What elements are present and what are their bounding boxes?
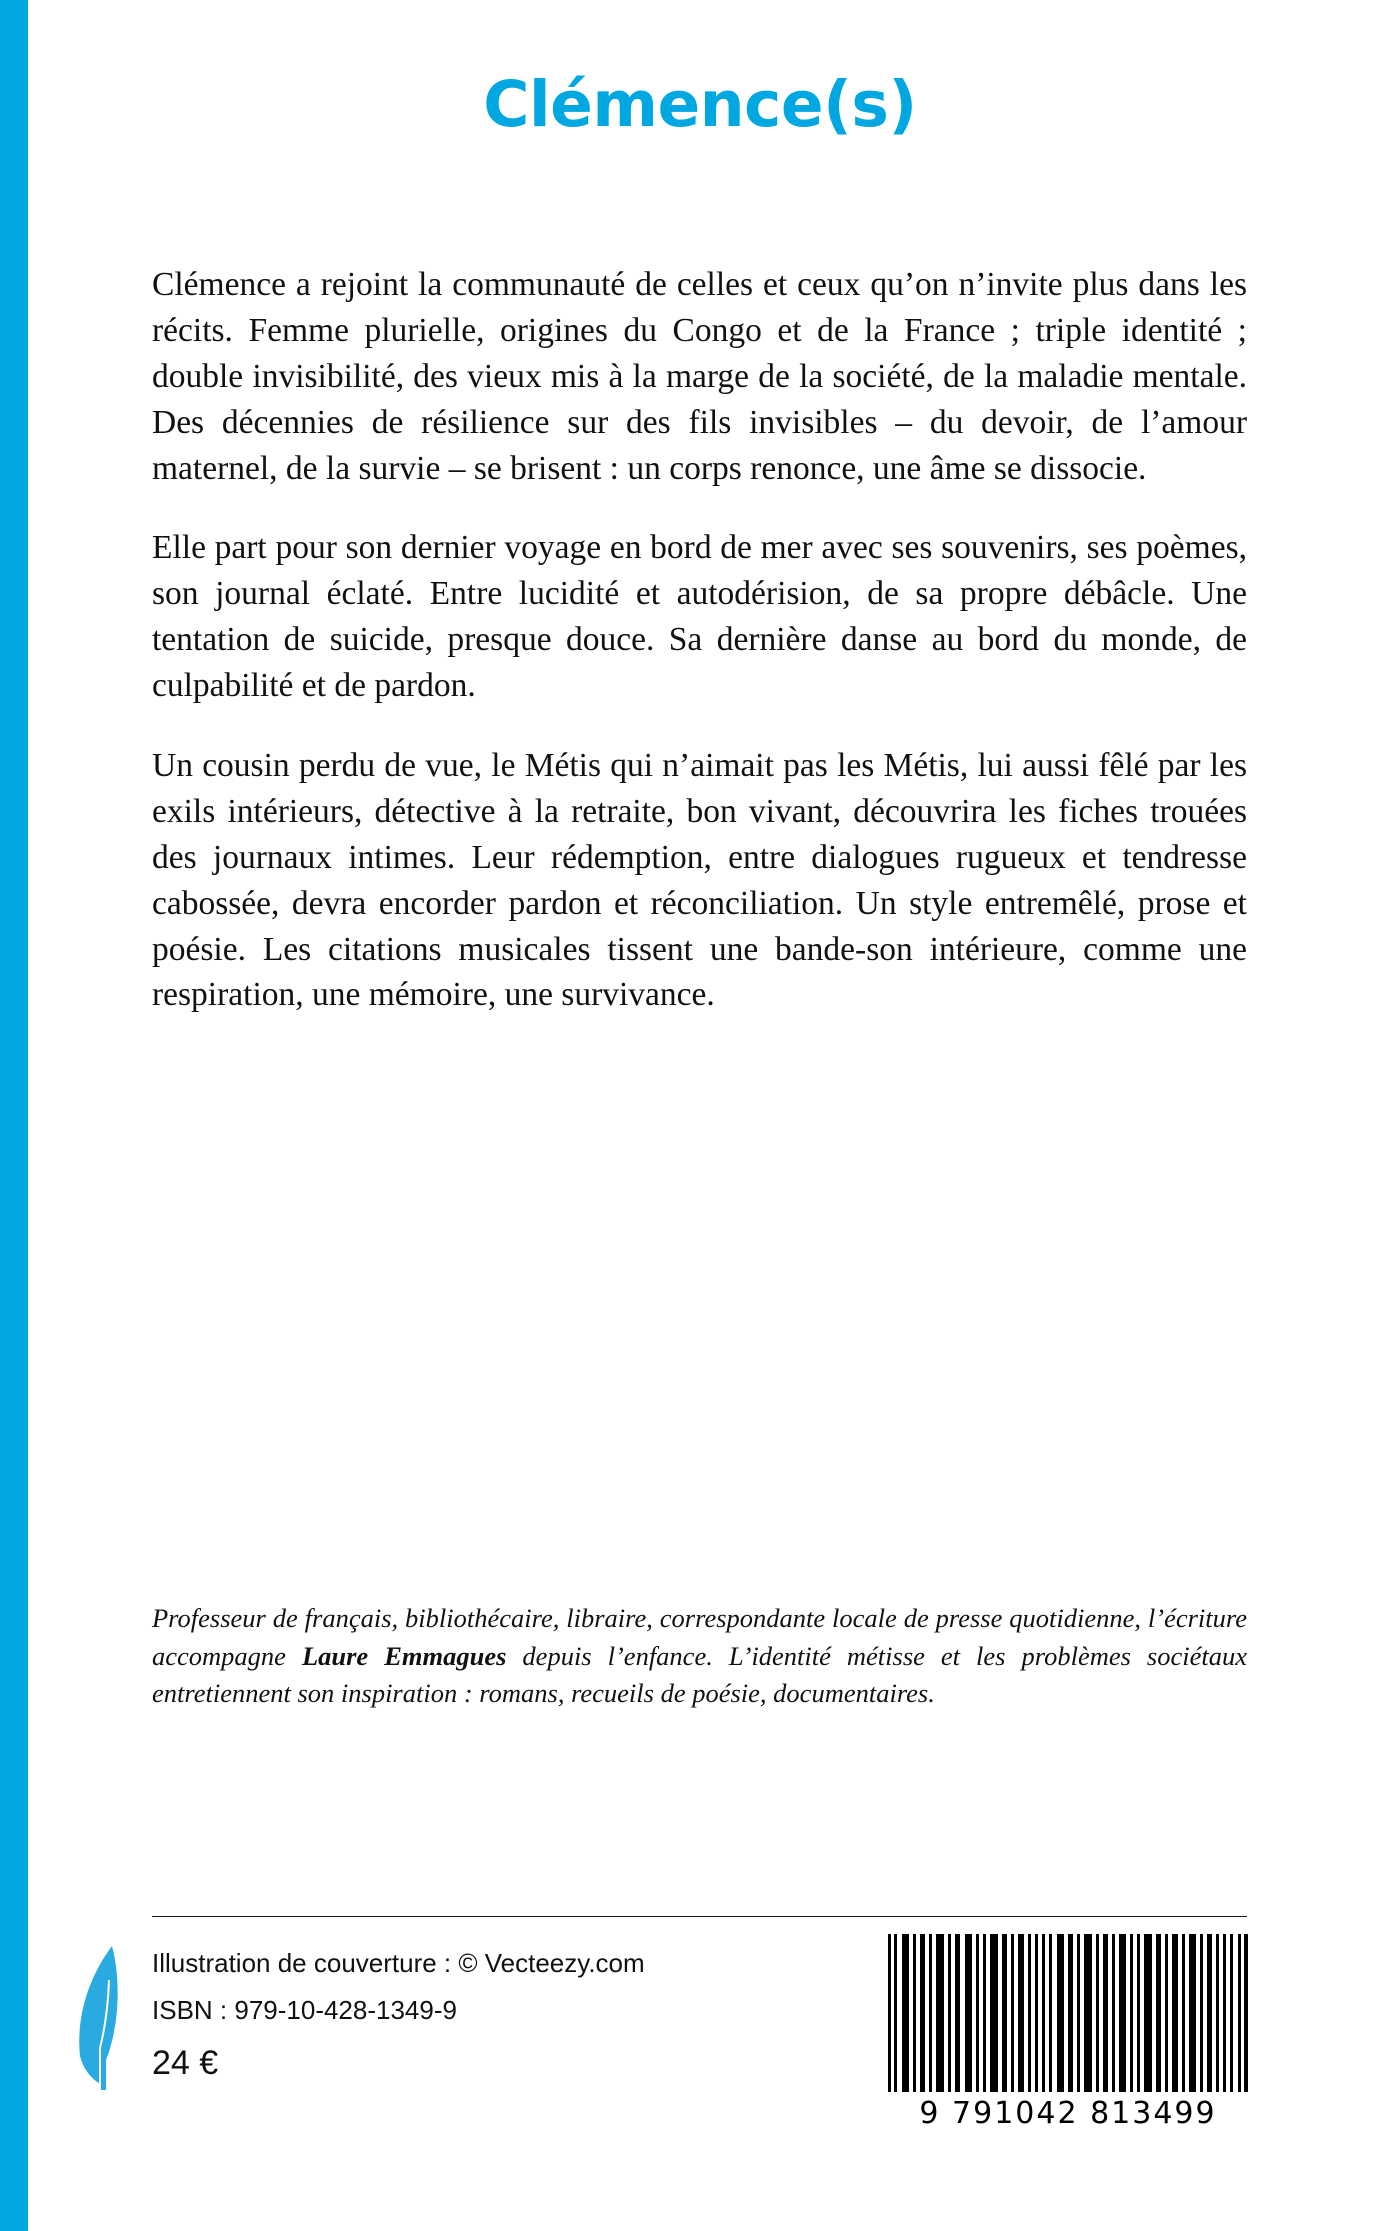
author-bio-part-1: Professeur de français, bibliothécaire, libraire, correspondante locale de presse quotidienne, l’écriture accompagne: [152, 1603, 1247, 1671]
blurb-paragraph-2: Elle part pour son dernier voyage en bord de mer avec ses souvenirs, ses poèmes, son journal éclaté. Entre lucidité et autodérision, de sa propre débâcle. Une tentation de suicide, presque douce. Sa dernière danse au bord du monde, de culpabilité et de pardon.: [152, 529, 1247, 705]
page-title: Clémence(s): [483, 68, 917, 141]
author-name: Laure Emmagues: [301, 1640, 507, 1671]
blurb-text: [152, 262, 1247, 1018]
spine-stripe: [0, 0, 28, 2231]
footer-divider: [152, 1916, 1247, 1917]
blurb-paragraph-3: Un cousin perdu de vue, le Métis qui n’aimait pas les Métis, lui aussi fêlé par les exils intérieurs, détective à la retraite, bon vivant, découvrira les fiches trouées des journaux intimes. Leur rédemption, entre dialogues rugueux et tendresse cabossée, devra encorder pardon et réconciliation. Un style entremêlé, prose et poésie. Les citations musicales tissent une bande-son intérieure, comme une respiration, une mémoire, une survivance.: [152, 747, 1247, 1014]
isbn-text: ISBN : 979-10-428-1349-9: [152, 1995, 457, 2025]
blurb-paragraph-1: Clémence a rejoint la communauté de celles et ceux qu’on n’invite plus dans les récits. Femme plurielle, origines du Congo et de la France ; triple identité ; double invisibilité, des vieux mis à la marge de la société, de la maladie mentale. Des décennies de résilience sur des fils invisibles – du devoir, de l’amour maternel, de la survie – se brisent : un corps renonce, une âme se dissocie.: [152, 266, 1247, 487]
barcode-bars: [888, 1934, 1248, 2092]
price-text: 24 €: [152, 2044, 219, 2082]
barcode: [888, 1934, 1248, 2144]
author-biography: [152, 1600, 1247, 1713]
cover-credit: Illustration de couverture : © Vecteezy.com: [152, 1948, 645, 1978]
feather-logo-icon: [68, 1940, 130, 2090]
barcode-digits: 9 791042 813499: [919, 2096, 1217, 2131]
footer-block: [152, 1948, 852, 2083]
author-bio-part-2: depuis l’enfance. L’identité métisse et les problèmes sociétaux entretiennent son inspiration : romans, recueils de poésie, documentaires.: [152, 1640, 1247, 1709]
